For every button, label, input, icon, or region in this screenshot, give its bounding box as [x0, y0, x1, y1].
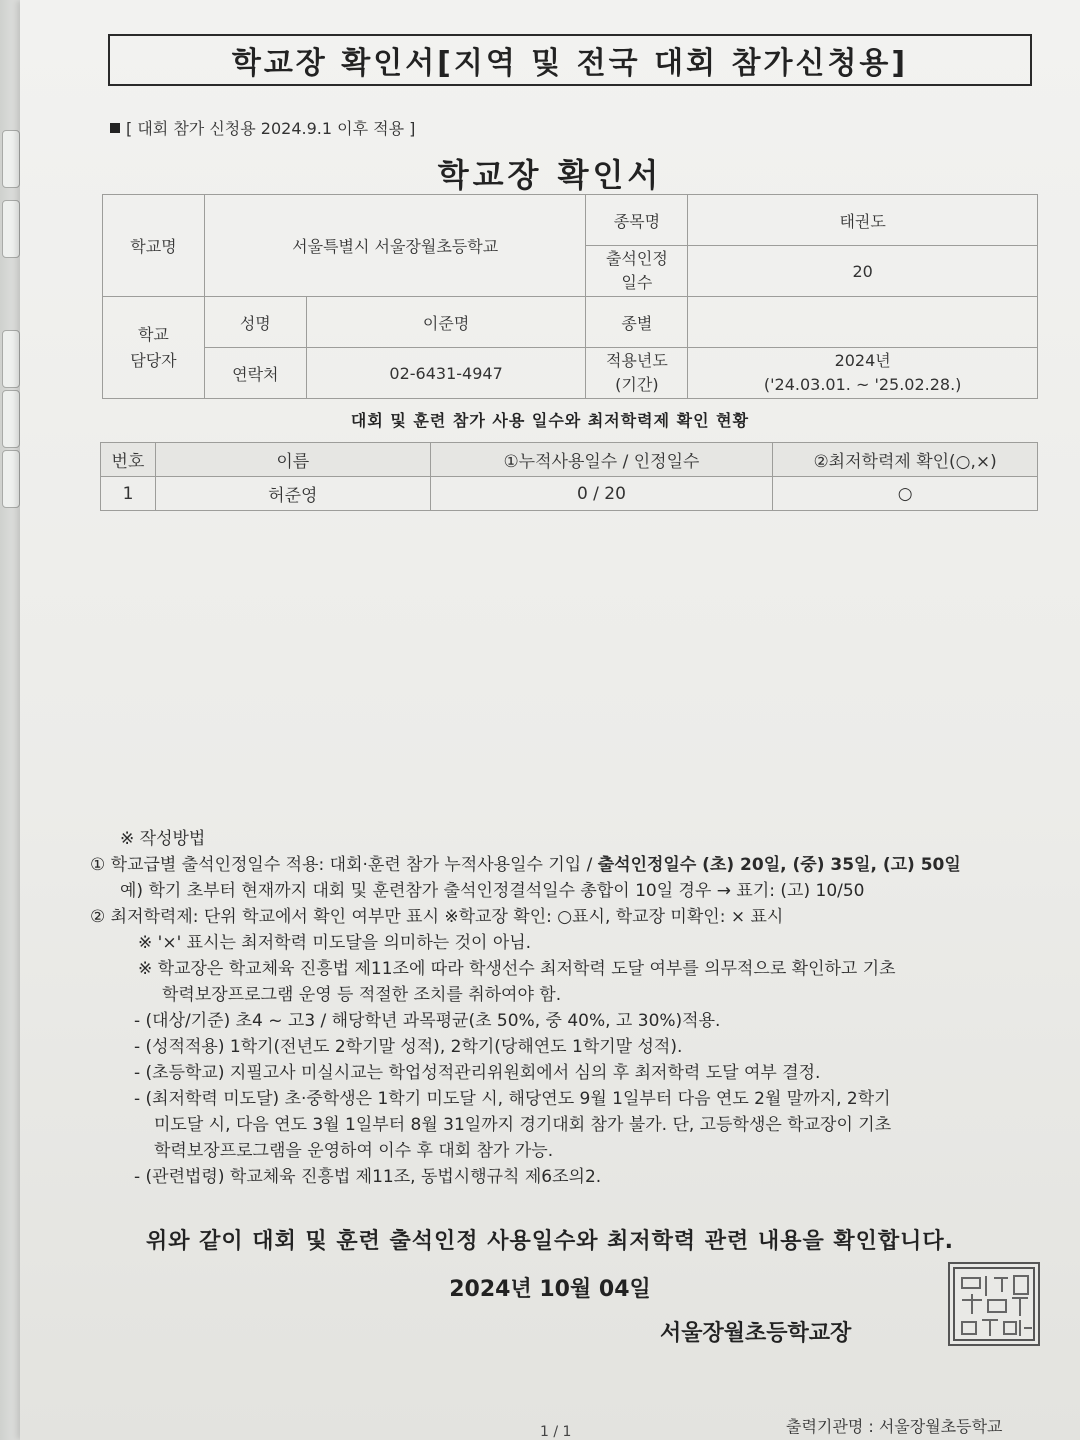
manager-label-line1: 학교: [137, 324, 169, 344]
status-table: [100, 442, 1038, 511]
note-line-1a: ① 학교급별 출석인정일수 적용: 대회·훈련 참가 누적사용일수 기입 /: [90, 855, 598, 875]
keyboard-key: [2, 330, 20, 388]
attendance-value: 20: [688, 246, 1038, 297]
contact-label: 연락처: [204, 348, 306, 399]
note-line-3: ② 최저학력제: 단위 학교에서 확인 여부만 표시 ※학교장 확인: ○표시, 학교장 미확인: × 표시: [90, 907, 784, 927]
keyboard-key: [2, 450, 20, 508]
printing-institution: 출력기관명 : 서울장월초등학교: [786, 1417, 1003, 1436]
row-name: 허준영: [155, 477, 430, 511]
notes-heading: ※ 작성방법: [120, 829, 206, 849]
page-number: 1 / 1: [540, 1424, 572, 1440]
document-title: 학교장 확인서: [437, 156, 663, 194]
note-line-6: 학력보장프로그램 운영 등 적절한 조치를 취하여야 함.: [162, 985, 562, 1005]
attendance-label-line2: 일수: [621, 273, 653, 292]
note-line-7: - (대상/기준) 초4 ~ 고3 / 해당학년 과목평균(초 50%, 중 40%, 고 30%)적용.: [134, 1011, 721, 1031]
issue-date: 2024년 10월 04일: [449, 1277, 651, 1302]
year-label-line2: (기간): [615, 375, 659, 394]
application-note-text: [ 대회 참가 신청용 2024.9.1 이후 적용 ]: [126, 119, 416, 138]
confirmation-statement: 위와 같이 대회 및 훈련 출석인정 사용일수와 최저학력 관련 내용을 확인합니다.: [145, 1229, 954, 1254]
table-row: [101, 477, 1038, 511]
col-header-number: 번호: [101, 443, 156, 477]
col-header-days: ①누적사용일수 / 인정일수: [430, 443, 773, 477]
desk-edge: [0, 0, 22, 1440]
note-line-13: - (관련법령) 학교체육 진흥법 제11조, 동법시행규칙 제6조의2.: [134, 1167, 602, 1187]
col-header-check: ②최저학력제 확인(○,×): [773, 443, 1038, 477]
principal-name: 서울장월초등학교장: [660, 1321, 852, 1346]
keyboard-key: [2, 390, 20, 448]
note-line-11: 미도달 시, 다음 연도 3월 1일부터 8월 31일까지 경기대회 참가 불가. 단, 고등학생은 학교장이 기초: [154, 1115, 892, 1135]
year-value-line1: 2024년: [834, 351, 891, 370]
type-value: [688, 297, 1038, 348]
note-line-1b: 출석인정일수 (초) 20일, (중) 35일, (고) 50일: [597, 855, 961, 875]
note-line-9: - (초등학교) 지필고사 미실시교는 학업성적관리위원회에서 심의 후 최저학력 도달 여부 결정.: [134, 1063, 821, 1083]
seal-graphic: [950, 1264, 1038, 1344]
note-line-4: ※ '×' 표시는 최저학력 미도달을 의미하는 것이 아님.: [138, 933, 532, 953]
attendance-label: [586, 246, 688, 297]
contact-value: 02-6431-4947: [306, 348, 586, 399]
note-line-2: 예) 학기 초부터 현재까지 대회 및 훈련참가 출석인정결석일수 총합이 10일 경우 → 표기: (고) 10/50: [120, 881, 865, 901]
document-page: [20, 0, 1080, 1440]
school-info-table: [102, 194, 1038, 399]
col-header-name: 이름: [155, 443, 430, 477]
name-value: 이준명: [306, 297, 586, 348]
note-line-8: - (성적적용) 1학기(전년도 2학기말 성적), 2학기(당해연도 1학기말 성적).: [134, 1037, 683, 1057]
year-value: [688, 348, 1038, 399]
school-name-value: 서울특별시 서울장월초등학교: [204, 195, 586, 297]
form-title-box: 학교장 확인서[지역 및 전국 대회 참가신청용]: [108, 34, 1032, 86]
row-number: 1: [101, 477, 156, 511]
square-bullet-icon: [110, 123, 120, 133]
year-label: [586, 348, 688, 399]
row-check: ○: [773, 477, 1038, 511]
note-line-10: - (최저학력 미도달) 초·중학생은 1학기 미도달 시, 해당연도 9월 1일부터 다음 연도 2월 말까지, 2학기: [134, 1089, 891, 1109]
year-value-line2: ('24.03.01. ~ '25.02.28.): [763, 375, 962, 394]
type-label: 종별: [586, 297, 688, 348]
manager-label-line2: 담당자: [130, 350, 177, 370]
note-line-1: [90, 852, 1060, 878]
official-seal-icon: [948, 1262, 1040, 1346]
row-days: 0 / 20: [430, 477, 773, 511]
school-name-label: 학교명: [103, 195, 205, 297]
note-line-12: 학력보장프로그램을 운영하여 이수 후 대회 참가 가능.: [154, 1141, 554, 1161]
manager-label: [103, 297, 205, 399]
application-note: [110, 116, 415, 139]
writing-instructions: [90, 826, 1060, 1190]
attendance-label-line1: 출석인정: [605, 249, 668, 268]
note-line-5: ※ 학교장은 학교체육 진흥법 제11조에 따라 학생선수 최저학력 도달 여부를 의무적으로 확인하고 기초: [138, 959, 896, 979]
status-header-row: [101, 443, 1038, 477]
year-label-line1: 적용년도: [605, 351, 668, 370]
sport-value: 태권도: [688, 195, 1038, 246]
keyboard-key: [2, 200, 20, 258]
sport-label: 종목명: [586, 195, 688, 246]
status-caption: 대회 및 훈련 참가 사용 일수와 최저학력제 확인 현황: [350, 411, 750, 430]
keyboard-key: [2, 130, 20, 188]
name-label: 성명: [204, 297, 306, 348]
